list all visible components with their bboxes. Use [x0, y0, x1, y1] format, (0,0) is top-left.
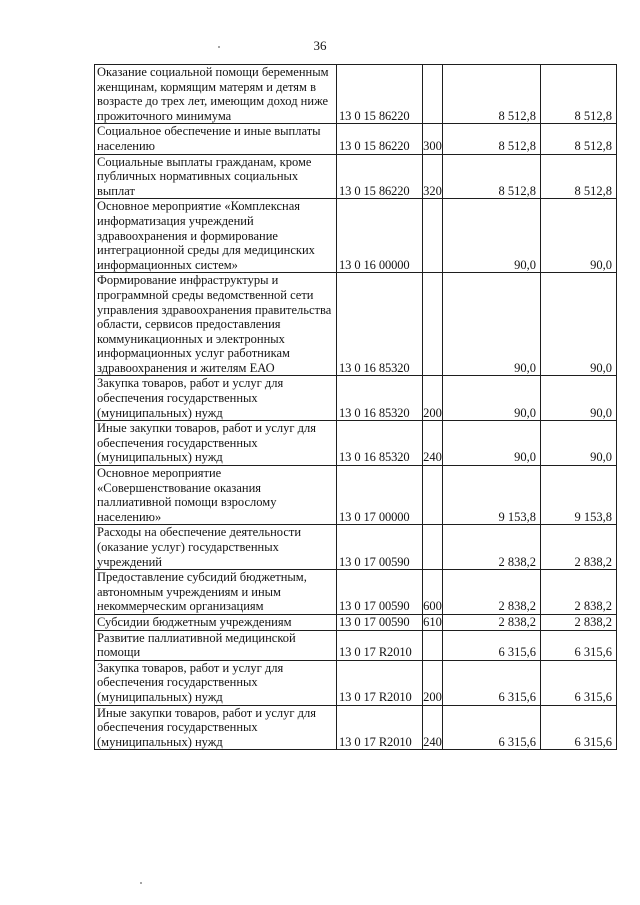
row-expense-kind: 240 — [423, 705, 443, 750]
table-row — [95, 705, 617, 750]
budget-table-body — [95, 65, 617, 750]
row-sum-2: 9 153,8 — [541, 466, 617, 525]
row-name: Развитие паллиативной медицинской помощи — [95, 630, 337, 660]
row-sum-1: 8 512,8 — [443, 124, 541, 154]
row-sum-2: 90,0 — [541, 273, 617, 376]
row-code: 13 0 15 86220 — [337, 154, 423, 199]
row-sum-2: 2 838,2 — [541, 525, 617, 570]
row-code: 13 0 17 R2010 — [337, 705, 423, 750]
row-code: 13 0 15 86220 — [337, 124, 423, 154]
row-sum-2: 8 512,8 — [541, 154, 617, 199]
row-code: 13 0 16 85320 — [337, 421, 423, 466]
row-code: 13 0 16 00000 — [337, 199, 423, 273]
row-sum-1: 8 512,8 — [443, 65, 541, 124]
table-row — [95, 570, 617, 615]
row-expense-kind: 610 — [423, 614, 442, 629]
table-row — [95, 199, 617, 273]
row-expense-kind — [423, 466, 443, 525]
row-sum-1: 6 315,6 — [443, 705, 541, 750]
row-sum-1: 9 153,8 — [443, 466, 541, 525]
row-code: 13 0 16 85320 — [337, 273, 423, 376]
row-sum-2: 6 315,6 — [541, 660, 617, 705]
row-sum-1: 90,0 — [443, 199, 541, 273]
row-sum-2: 8 512,8 — [541, 124, 617, 154]
table-row — [95, 614, 617, 630]
row-sum-2: 2 838,2 — [541, 614, 617, 630]
row-sum-1: 90,0 — [443, 421, 541, 466]
row-expense-kind: 200 — [423, 376, 443, 421]
row-expense-kind: 200 — [423, 660, 443, 705]
row-sum-1: 6 315,6 — [443, 630, 541, 660]
table-row — [95, 660, 617, 705]
table-row — [95, 630, 617, 660]
row-name: Социальные выплаты гражданам, кроме публичных нормативных социальных выплат — [95, 154, 337, 199]
row-expense-kind — [423, 65, 443, 124]
table-row — [95, 466, 617, 525]
row-expense-kind: 600 — [423, 570, 443, 615]
row-sum-1: 8 512,8 — [443, 154, 541, 199]
row-code: 13 0 17 R2010 — [337, 630, 423, 660]
row-name: Иные закупки товаров, работ и услуг для обеспечения государственных (муниципальных) нужд — [95, 421, 337, 466]
row-sum-1: 2 838,2 — [443, 525, 541, 570]
scan-speck — [140, 882, 142, 884]
row-name: Основное мероприятие «Совершенствование оказания паллиативной помощи взрослому населению» — [95, 466, 337, 525]
row-expense-kind: 240 — [423, 421, 443, 466]
row-sum-2: 90,0 — [541, 421, 617, 466]
page-number: 36 — [313, 38, 327, 53]
row-code: 13 0 17 00000 — [337, 466, 423, 525]
row-code: 13 0 17 00590 — [337, 525, 423, 570]
row-name: Предоставление субсидий бюджетным, автономным учреждениям и иным некоммерческим организациям — [95, 570, 337, 615]
row-name: Закупка товаров, работ и услуг для обеспечения государственных (муниципальных) нужд — [95, 376, 337, 421]
row-sum-1: 90,0 — [443, 273, 541, 376]
row-name: Формирование инфраструктуры и программной среды ведомственной сети управления здравоохранения правительства области, сервисов предоставления коммуникационных и электронных информационных услуг работникам здравоохранения и жителям ЕАО — [95, 273, 337, 376]
row-sum-2: 8 512,8 — [541, 65, 617, 124]
row-sum-2: 6 315,6 — [541, 705, 617, 750]
row-expense-kind — [423, 630, 443, 660]
row-code: 13 0 17 00590 — [337, 570, 423, 615]
row-name: Закупка товаров, работ и услуг для обеспечения государственных (муниципальных) нужд — [95, 660, 337, 705]
row-sum-2: 2 838,2 — [541, 570, 617, 615]
row-expense-kind — [423, 273, 443, 376]
row-sum-1: 90,0 — [443, 376, 541, 421]
row-code: 13 0 15 86220 — [337, 65, 423, 124]
row-expense-kind — [423, 199, 443, 273]
table-row — [95, 124, 617, 154]
row-sum-1: 2 838,2 — [443, 570, 541, 615]
row-name: Социальное обеспечение и иные выплаты населению — [95, 124, 337, 154]
row-code: 13 0 17 00590 — [337, 614, 423, 630]
row-expense-kind: 300 — [423, 124, 443, 154]
row-sum-1: 2 838,2 — [443, 614, 541, 630]
row-expense-kind: 320 — [423, 154, 443, 199]
budget-table — [94, 64, 617, 750]
row-name: Расходы на обеспечение деятельности (оказание услуг) государственных учреждений — [95, 525, 337, 570]
row-expense-kind — [423, 525, 443, 570]
row-name: Оказание социальной помощи беременным женщинам, кормящим матерям и детям в возрасте до трех лет, имеющим доход ниже прожиточного минимума — [95, 65, 337, 124]
row-name: Иные закупки товаров, работ и услуг для обеспечения государственных (муниципальных) нужд — [95, 705, 337, 750]
table-row — [95, 421, 617, 466]
row-code: 13 0 17 R2010 — [337, 660, 423, 705]
scan-speck — [218, 46, 220, 48]
row-code: 13 0 16 85320 — [337, 376, 423, 421]
row-sum-2: 6 315,6 — [541, 630, 617, 660]
row-sum-2: 90,0 — [541, 376, 617, 421]
table-row — [95, 525, 617, 570]
table-row — [95, 376, 617, 421]
table-row — [95, 273, 617, 376]
row-sum-1: 6 315,6 — [443, 660, 541, 705]
table-row — [95, 65, 617, 124]
row-sum-2: 90,0 — [541, 199, 617, 273]
row-name: Основное мероприятие «Комплексная информатизация учреждений здравоохранения и формирование интеграционной среды для медицинских информационных систем» — [95, 199, 337, 273]
table-row — [95, 154, 617, 199]
row-name: Субсидии бюджетным учреждениям — [95, 614, 337, 630]
